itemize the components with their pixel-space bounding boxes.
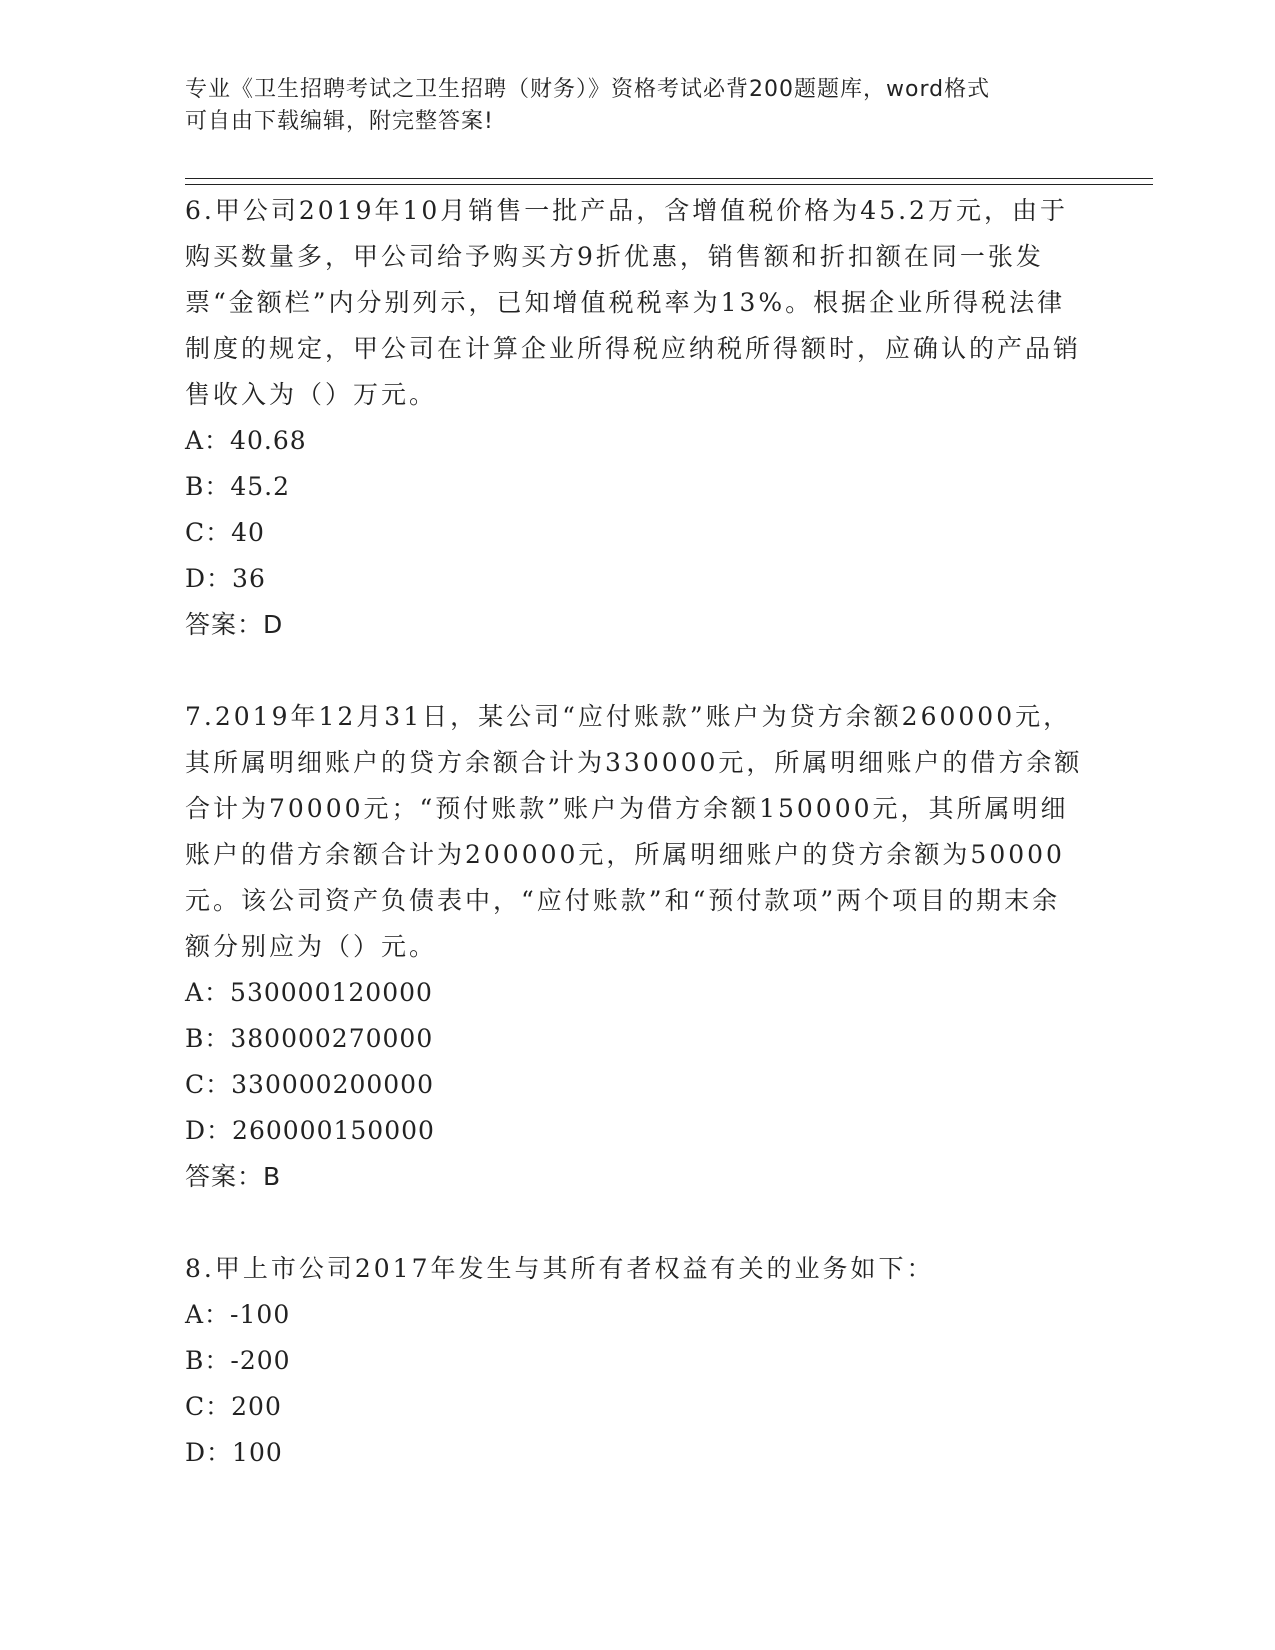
option-a: A：-100 <box>185 1300 291 1329</box>
spacer <box>185 1200 1085 1246</box>
header-line-2: 可自由下载编辑，附完整答案! <box>185 109 494 134</box>
header-line-1: 专业《卫生招聘考试之卫生招聘（财务）》资格考试必背200题题库，word格式 <box>185 77 991 102</box>
option-d: D：100 <box>185 1438 283 1467</box>
question-8 <box>185 1246 1085 1476</box>
question-7 <box>185 694 1085 1200</box>
option-a: A：40.68 <box>185 426 307 455</box>
option-d: D：260000150000 <box>185 1116 435 1145</box>
option-c: C：40 <box>185 518 265 547</box>
option-b: B：45.2 <box>185 472 291 501</box>
answer-line: 答案：D <box>185 610 284 639</box>
option-c: C：200 <box>185 1392 282 1421</box>
option-c: C：330000200000 <box>185 1070 434 1099</box>
document-header <box>185 74 1065 138</box>
option-b: B：380000270000 <box>185 1024 434 1053</box>
option-d: D：36 <box>185 564 266 593</box>
question-stem: 8.甲上市公司2017年发生与其所有者权益有关的业务如下： <box>185 1254 935 1283</box>
option-a: A：530000120000 <box>185 978 433 1007</box>
answer-line: 答案：B <box>185 1162 282 1191</box>
spacer <box>185 648 1085 694</box>
question-stem: 7.2019年12月31日，某公司“应付账款”账户为贷方余额260000元，其所属明细账户的贷方余额合计为330000元，所属明细账户的借方余额合计为70000元；“预付账款”账户为借方余额150000元，其所属明细账户的借方余额合计为200000元，所属明细账户的贷方余额为50000元。该公司资产负债表中，“应付账款”和“预付款项”两个项目的期末余额分别应为（）元。 <box>185 702 1083 961</box>
question-stem: 6.甲公司2019年10月销售一批产品，含增值税价格为45.2万元，由于购买数量多，甲公司给予购买方9折优惠，销售额和折扣额在同一张发票“金额栏”内分别列示，已知增值税税率为13%。根据企业所得税法律制度的规定，甲公司在计算企业所得税应纳税所得额时，应确认的产品销售收入为（）万元。 <box>185 196 1082 409</box>
question-list <box>185 188 1085 1476</box>
question-6 <box>185 188 1085 648</box>
header-divider-top <box>185 178 1153 179</box>
option-b: B：-200 <box>185 1346 291 1375</box>
header-divider-bottom <box>185 184 1153 185</box>
